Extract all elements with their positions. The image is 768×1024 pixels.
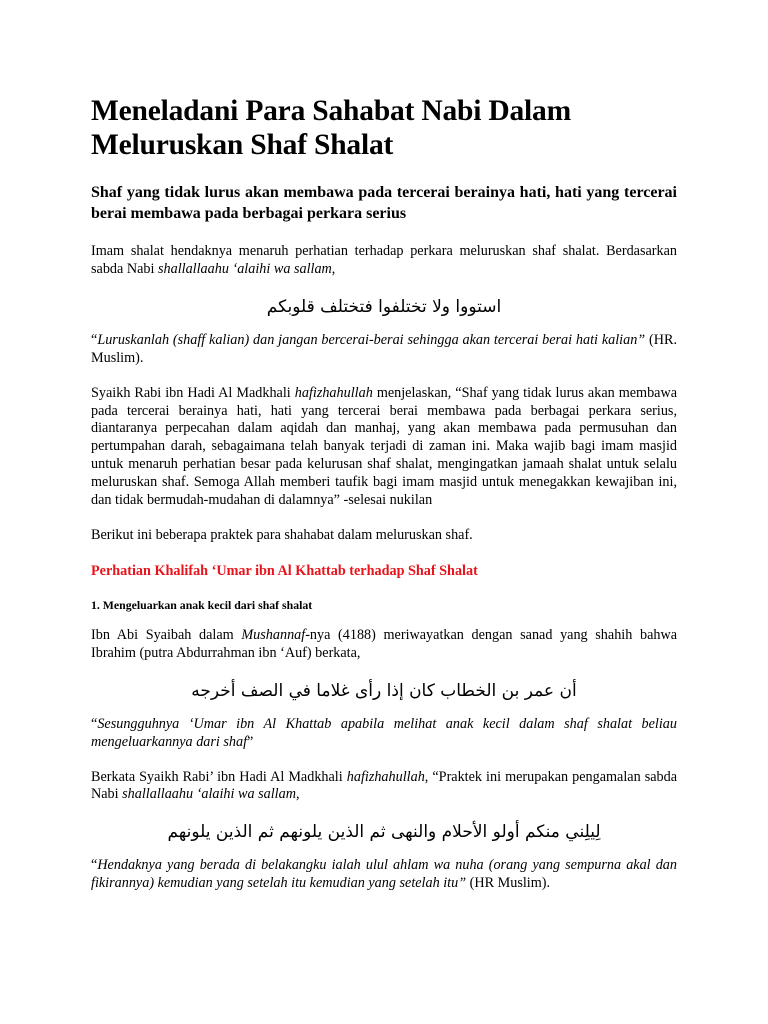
quote-3-text: Hendaknya yang berada di belakangku ialah ulul ahlam wa nuha (orang yang sempurna akal dan fikirannya) kemudian yang setelah itu kemudian yang setelah itu” xyxy=(91,857,677,892)
quote-translation-3 xyxy=(91,857,677,893)
quote-2-text: Sesungguhnya ‘Umar ibn Al Khattab apabila melihat anak kecil dalam shaf shalat beliau mengeluarkannya dari shaf xyxy=(91,715,677,750)
paragraph-rabi-honorific: hafizhahullah xyxy=(346,768,425,785)
paragraph-intro xyxy=(91,243,677,279)
document-page xyxy=(91,94,677,910)
paragraph-explanation-lead: Syaikh Rabi ibn Hadi Al Madkhali xyxy=(91,384,291,401)
quote-1-open: “ xyxy=(91,331,98,348)
quote-2-open: “ xyxy=(91,715,98,732)
paragraph-intro-honorific: shallallaahu ‘alaihi wa sallam xyxy=(157,260,332,277)
paragraph-rabi-text: , “Praktek ini merupakan pengamalan sabda Nabi xyxy=(91,768,678,803)
arabic-hadith-3: لِيلِني منكم أولو الأحلام والنهى ثم الذين يلونهم ثم الذين يلونهم xyxy=(167,822,601,843)
paragraph-rabi-honorific-2: shallallaahu ‘alaihi wa sallam, xyxy=(122,786,300,803)
page-title: Meneladani Para Sahabat Nabi Dalam Meluruskan Shaf Shalat xyxy=(91,95,571,161)
paragraph-intro-tail: , xyxy=(331,260,336,277)
paragraph-narration-lead: Ibn Abi Syaibah dalam xyxy=(91,626,234,643)
arabic-hadith-2: أن عمر بن الخطاب كان إذا رأى غلاما في الصف أخرجه xyxy=(191,680,577,701)
paragraph-explanation-honorific: hafizhahullah xyxy=(294,384,373,401)
paragraph-rabi-comment xyxy=(91,769,677,805)
quote-translation-1 xyxy=(91,332,677,368)
sub-heading-1: 1. Mengeluarkan anak kecil dari shaf shalat xyxy=(91,597,313,612)
paragraph-intro-text: Imam shalat hendaknya menaruh perhatian terhadap perkara meluruskan shaf shalat. Berdasarkan sabda Nabi xyxy=(91,243,677,277)
page-subtitle: Shaf yang tidak lurus akan membawa pada tercerai berainya hati, hati yang tercerai berai membawa pada berbagai perkara serius xyxy=(91,184,677,222)
quote-2-close: ” xyxy=(247,733,254,750)
paragraph-explanation-text: menjelaskan, “Shaf yang tidak lurus akan membawa pada tercerai berainya hati, hati yang tercerai berai membawa pada berbagai perkara serius, diantaranya perpecahan dalam aqidah dan manhaj, yang akan membawa pada permusuhan dan pertumpahan darah, sebagaimana telah banyak terjadi di zaman ini. Maka wajib bagi imam masjid untuk menaruh perhatian besar pada kelurusan shaf shalat, mengingatkan jamaah shalat untuk selalu meluruskan shaf. Semoga Allah memberi taufik bagi imam masjid untuk menegakkan kewajiban ini, dan tidak bermudah-mudahan di dalamnya” -selesai nukilan xyxy=(91,384,678,509)
quote-1-source: (HR. Muslim). xyxy=(91,331,678,366)
quote-translation-2 xyxy=(91,716,677,752)
paragraph-narration-text: -nya (4188) meriwayatkan dengan sanad yang shahih bahwa Ibrahim (putra Abdurrahman ibn ‘Auf) berkata, xyxy=(91,626,677,661)
quote-3-open: “ xyxy=(91,857,98,874)
paragraph-rabi-lead: Berkata Syaikh Rabi’ ibn Hadi Al Madkhali xyxy=(91,768,343,785)
quote-1-text: Luruskanlah (shaff kalian) dan jangan bercerai-berai sehingga akan tercerai berai hati kalian” xyxy=(97,331,646,348)
section-heading-umar: Perhatian Khalifah ‘Umar ibn Al Khattab terhadap Shaf Shalat xyxy=(91,562,478,579)
paragraph-explanation xyxy=(91,385,677,510)
paragraph-narration xyxy=(91,627,677,663)
arabic-hadith-1: استووا ولا تختلفوا فتختلف قلوبكم xyxy=(266,296,502,317)
paragraph-practices: Berikut ini beberapa praktek para shahabat dalam meluruskan shaf. xyxy=(91,526,473,543)
paragraph-narration-book: Mushannaf xyxy=(241,626,306,643)
quote-3-source: (HR Muslim). xyxy=(469,875,551,892)
